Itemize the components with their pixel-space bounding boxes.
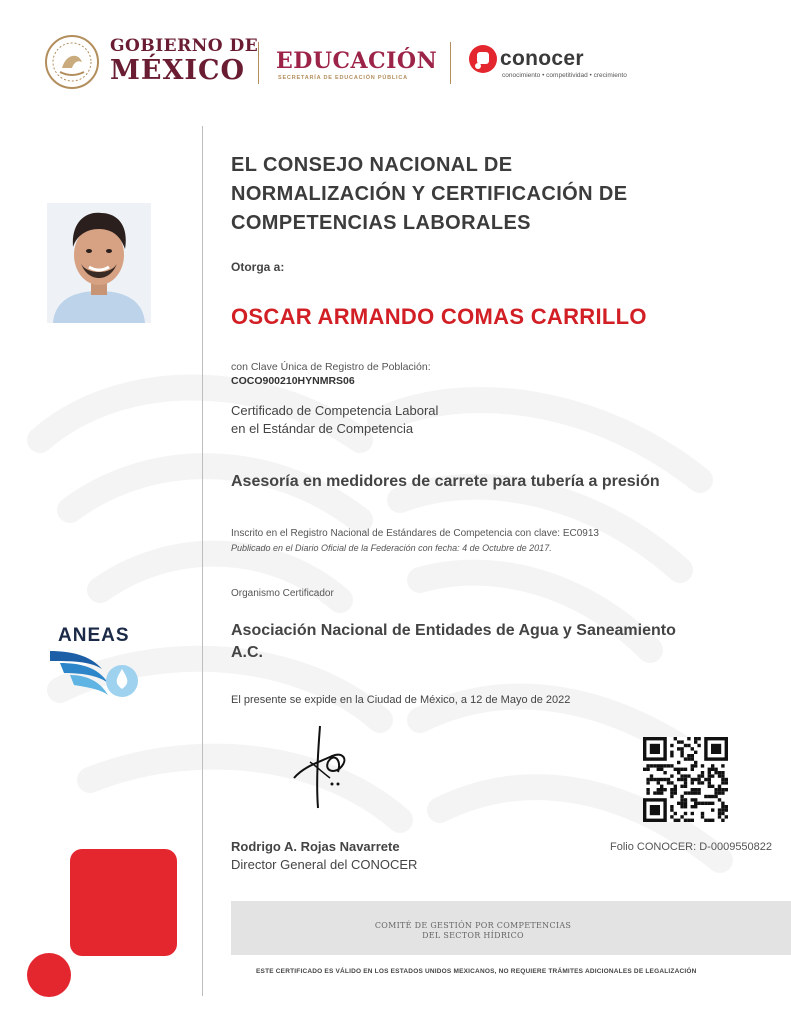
gobierno-line1: GOBIERNO DE — [110, 36, 259, 56]
national-seal-icon — [44, 34, 100, 90]
recipient-photo — [47, 203, 151, 323]
committee-line2: DEL SECTOR HÍDRICO — [422, 931, 524, 940]
curp-label: con Clave Única de Registro de Población: — [231, 361, 431, 373]
educacion-subtitle: SECRETARÍA DE EDUCACIÓN PÚBLICA — [278, 75, 408, 81]
committee-band — [231, 901, 791, 955]
vertical-divider — [202, 126, 203, 996]
grants-label: Otorga a: — [231, 260, 285, 274]
committee-line1: COMITÉ DE GESTIÓN POR COMPETENCIAS — [374, 921, 572, 930]
standard-name: Asesoría en medidores de carrete para tubería a presión — [231, 473, 660, 490]
conocer-logo-icon — [468, 44, 498, 74]
conocer-wordmark: conocer — [500, 47, 584, 70]
educacion-wordmark: EDUCACIÓN — [276, 48, 438, 74]
curp-value: COCO900210HYNMRS06 — [231, 375, 355, 387]
certifier-name: Asociación Nacional de Entidades de Agua y Saneamiento A.C. — [231, 622, 676, 661]
certifier-label: Organismo Certificador — [231, 588, 334, 599]
decorative-red-square — [70, 849, 177, 956]
water-drop-icon — [50, 649, 140, 703]
signer-role: Director General del CONOCER — [231, 857, 418, 872]
conocer-tagline: conocimiento • competitividad • crecimiento — [502, 72, 627, 79]
gobierno-line2: MÉXICO — [110, 55, 246, 86]
signature-image — [280, 722, 360, 812]
aneas-wordmark: ANEAS — [58, 625, 130, 646]
folio-number: Folio CONOCER: D-0009550822 — [610, 841, 773, 853]
aneas-logo — [50, 625, 140, 705]
certificate-type-line2: en el Estándar de Competencia — [231, 421, 414, 436]
signer-name: Rodrigo A. Rojas Navarrete — [231, 839, 400, 854]
registry-text: Inscrito en el Registro Nacional de Estándares de Competencia con clave: EC0913 — [231, 528, 599, 539]
issue-place-date: El presente se expide en la Ciudad de México, a 12 de Mayo de 2022 — [231, 694, 571, 706]
issuer-title: EL CONSEJO NACIONAL DE NORMALIZACIÓN Y CERTIFICACIÓN DE COMPETENCIAS LABORALES — [231, 154, 628, 234]
recipient-name: OSCAR ARMANDO COMAS CARRILLO — [231, 304, 647, 329]
header-divider — [450, 42, 451, 84]
header-logos — [40, 28, 760, 98]
certificate-type-line1: Certificado de Competencia Laboral — [231, 403, 439, 418]
header-divider — [258, 42, 259, 84]
validity-footer: ESTE CERTIFICADO ES VÁLIDO EN LOS ESTADOS UNIDOS MEXICANOS, NO REQUIERE TRÁMITES ADICIONALES DE LEGALIZACIÓN — [256, 968, 697, 975]
decorative-red-circle — [27, 953, 71, 997]
qr-code — [643, 737, 728, 822]
published-text: Publicado en el Diario Oficial de la Federación con fecha: 4 de Octubre de 2017. — [231, 543, 552, 553]
gobierno-mexico-wordmark — [110, 38, 258, 84]
